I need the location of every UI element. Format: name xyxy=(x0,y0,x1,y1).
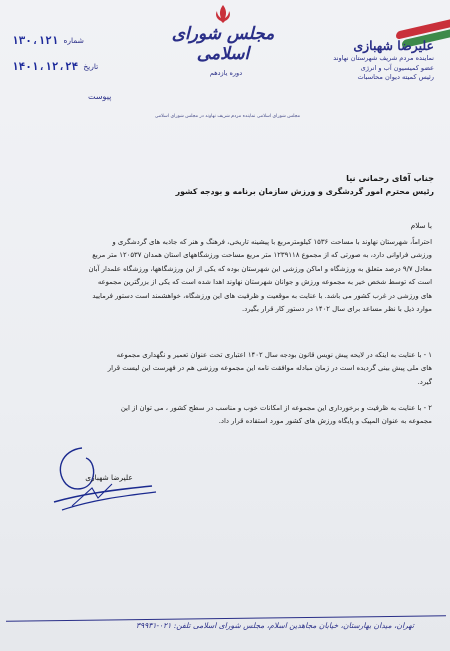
letter-number xyxy=(12,30,127,49)
body-line: های ورزشی در غرب کشور می باشد. با عنایت به موقعیت و ظرفیت های این ورزشگاه، خواهشمند است دستور فرمایید xyxy=(92,291,432,300)
body-line: گیرد. xyxy=(417,377,432,386)
mp-title-line: نماینده مردم شریف شهرستان نهاوند xyxy=(333,54,434,62)
request-item-2 xyxy=(22,402,432,429)
attachment-label: پیوست xyxy=(88,92,112,101)
body-line: احتراماً، شهرستان نهاوند با مساحت ۱۵۳۶ کیلومترمربع با پیشینه تاریخی، فرهنگ و هنر که جاذبه های گردشگری و xyxy=(112,238,432,246)
recipient-name: جناب آقای رحمانی نیا xyxy=(346,173,434,183)
request-item-1 xyxy=(22,349,432,389)
body-line: است که توسط شخص خیر به مجموعه ورزش و جوانان شهرستان نهاوند اهدا شده است که یکی از بزرگترین مجموعه xyxy=(97,278,432,287)
body-line: ۱ - با عنایت به اینکه در لایحه پیش نویس قانون بودجه سال ۱۴۰۲ اعتباری تحت عنوان تعمیر و نگهداری مجموعه xyxy=(116,351,432,359)
letter-number-label: شماره xyxy=(63,36,84,45)
footer-address: تهران، میدان بهارستان، خیابان مجاهدین اسلام، مجلس شورای اسلامی تلفن: ۰۲۱-۳۹۹۳۱ xyxy=(136,621,414,630)
letter-date xyxy=(12,56,127,75)
letterhead-right xyxy=(319,38,434,83)
body-line: ورزشی فراوانی دارد، به صورتی که از مجموع ۱۲۳۹۱۱۸ متر مربع مساحت ورزشگاههای استان همدان ۱۲۰۵۳۷ متر مربع xyxy=(92,251,432,260)
letter-date-value: ۱۴۰۱،۱۲،۲۴ xyxy=(12,60,79,73)
body-line: ۲ - با عنایت به ظرفیت و برخورداری این مجموعه از امکانات خوب و مناسب در سطح کشور ، می توان از این xyxy=(120,404,432,412)
letter-number-value: ۱۳۰،۱۲۱ xyxy=(12,34,59,47)
parliament-term: دوره یازدهم xyxy=(209,69,243,77)
letter-date-label: تاریخ xyxy=(83,62,99,71)
iran-emblem-icon xyxy=(212,3,234,25)
body-paragraph xyxy=(22,236,432,316)
signature-block xyxy=(52,440,162,520)
mp-title-line: رئیس کمیته دیوان محاسبات xyxy=(357,73,434,82)
recipient-title: رئیس محترم امور گردشگری و ورزش سازمان برنامه و بودجه کشور xyxy=(175,187,434,196)
signer-name: علیرضا شهبازی xyxy=(85,473,133,482)
recipient-block xyxy=(104,172,434,198)
parliament-calligraphy: مجلس شورای اسلامی xyxy=(171,24,275,64)
mp-name: علیرضا شهبازی xyxy=(353,38,434,53)
letterhead-subtext: مجلس شورای اسلامی نماینده مردم شریف نهاوند در مجلس شورای اسلامی xyxy=(154,114,301,119)
body-line: مجموعه به عنوان المپیک و پایگاه ورزش های کشور مورد استفاده قرار داد. xyxy=(218,417,432,426)
body-line: معادل ۹/۷ درصد متعلق به ورزشگاه و اماکن ورزشی این شهرستان بوده که یکی از این ورزشگاهها، ورزشگاه علمدار آبان xyxy=(88,264,432,273)
greeting: با سلام xyxy=(410,221,432,230)
mp-title-line: عضو کمیسیون آب و انرژی xyxy=(360,63,434,72)
body-line: موارد ذیل با نظر مساعد برای سال ۱۴۰۲ در دستور کار قرار بگیرد. xyxy=(242,305,432,314)
body-line: های ملی پیش بینی گردیده است در زمان مبادله موافقت نامه این مجموعه ورزشی هم در فهرست این لیست قرار xyxy=(107,364,432,373)
